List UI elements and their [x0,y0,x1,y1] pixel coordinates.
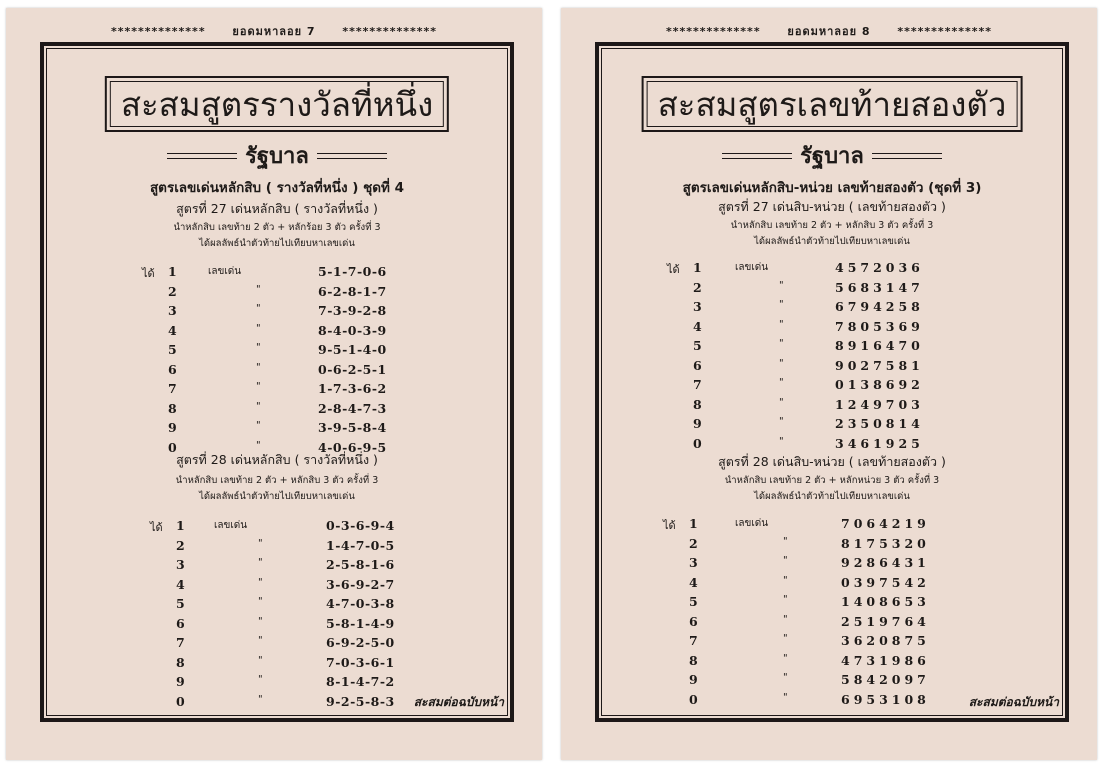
row-number: 6 [689,613,698,629]
formula-27-note-2: ได้ผลลัพธ์นำตัวท้ายไปเทียบหาเลขเด่น [199,238,355,249]
row-value: 7064219 [841,516,930,531]
row-value: 0-3-6-9-4 [326,518,395,533]
row-value: 0397542 [841,574,930,590]
row-label: " [256,439,261,451]
table-row [44,284,510,304]
row-number: 8 [176,654,185,670]
row-number: 3 [176,557,185,572]
table-row [599,633,1065,653]
row-label: " [783,594,788,605]
row-number: 6 [693,357,702,373]
formula-27-table [44,264,510,459]
table-row [44,323,510,343]
page-frame [595,42,1069,722]
table-row [44,577,510,597]
row-label: " [258,693,263,705]
row-label: " [258,635,263,646]
row-number: 4 [689,574,698,590]
subtitle-row [599,138,1065,173]
row-value: 3620875 [841,633,930,648]
table-row [599,516,1065,536]
row-number: 7 [176,635,185,650]
row-value: 8175320 [841,535,930,551]
subtitle: รัฐบาล [245,144,309,169]
table-row [44,342,510,362]
formula-28-note-1: นำหลักสิบ เลขท้าย 2 ตัว + หลักสิบ 3 ตัว ครั้งที่ 3 [175,475,379,486]
formula-27-note-1: นำหลักสิบ เลขท้าย 2 ตัว + หลักสิบ 3 ตัว ครั้งที่ 3 [730,220,934,231]
formula-28-note-2: ได้ผลลัพธ์นำตัวท้ายไปเทียบหาเลขเด่น [754,491,910,502]
row-label: " [258,615,263,627]
header-stars-left: ************** [111,25,206,38]
row-number: 8 [689,652,698,668]
header-stars-right: ************** [897,25,992,38]
continued-next-issue: สะสมต่อฉบับหน้า [413,695,504,709]
row-number: 0 [168,439,177,455]
row-value: 2519764 [841,613,930,629]
row-label: " [256,342,261,353]
table-row [599,397,1065,417]
banner-title: สะสมสูตรรางวัลที่หนึ่ง [110,81,444,127]
banner [642,76,1023,132]
table-row [599,319,1065,339]
table-row [44,655,510,675]
series-title: สูตรเลขเด่นหลักสิบ-หน่วย เลขท้ายสองตัว (ชุดที่ 3) [682,180,982,196]
row-value: 7805369 [835,318,924,334]
formula-28-table [44,518,510,713]
row-number: 8 [168,400,177,416]
row-label: " [783,555,788,566]
row-value: 2-8-4-7-3 [318,400,387,416]
subtitle-rule-left [167,153,237,159]
row-value: 2350814 [835,416,924,431]
row-number: 5 [693,338,702,353]
row-label: " [256,420,261,431]
formula-27-title: สูตรที่ 27 เด่นสิบ-หน่วย ( เลขท้ายสองตัว ) [718,199,946,214]
row-value: 1408653 [841,594,930,609]
row-number: 7 [168,381,177,396]
row-number: 7 [693,377,702,392]
row-value: 9-2-5-8-3 [326,693,395,709]
row-value: 4-0-6-9-5 [318,439,387,455]
subtitle-rule-left [722,153,792,159]
row-number: 9 [689,672,698,687]
row-value: 5-1-7-0-6 [318,264,387,279]
row-value: 4731986 [841,652,930,668]
row-number: 4 [176,576,185,592]
row-value: 5842097 [841,672,930,687]
subtitle: รัฐบาล [800,144,864,169]
row-value: 5-8-1-4-9 [326,615,395,631]
formula-27-note-2: ได้ผลลัพธ์นำตัวท้ายไปเทียบหาเลขเด่น [754,236,910,247]
row-value: 4572036 [835,260,924,275]
table-row [599,575,1065,595]
row-label: เลขเด่น [208,266,242,277]
row-value: 2-5-8-1-6 [326,557,395,572]
row-value: 0-6-2-5-1 [318,361,387,377]
row-label: " [783,535,788,547]
row-label: " [783,613,788,625]
table-row [44,401,510,421]
row-label: " [779,396,784,408]
row-number: 1 [168,264,177,279]
row-number: 8 [693,396,702,412]
row-value: 5683147 [835,279,924,295]
formula-28-title: สูตรที่ 28 เด่นหลักสิบ ( รางวัลที่หนึ่ง ) [176,452,378,467]
row-number: 2 [168,283,177,299]
row-number: 0 [176,693,185,709]
row-label: เลขเด่น [735,518,769,529]
row-number: 7 [689,633,698,648]
table-row [44,635,510,655]
row-number: 0 [693,435,702,451]
row-prefix: ได้ [150,521,163,534]
row-value: 6-9-2-5-0 [326,635,395,650]
row-value: 4-7-0-3-8 [326,596,395,611]
row-label: " [256,361,261,373]
row-value: 3-9-5-8-4 [318,420,387,435]
formula-28-note-2: ได้ผลลัพธ์นำตัวท้ายไปเทียบหาเลขเด่น [199,491,355,502]
row-number: 2 [176,537,185,553]
row-value: 3-6-9-2-7 [326,576,395,592]
table-row [44,264,510,284]
subtitle-row [44,138,510,173]
row-prefix: ได้ [663,519,676,532]
table-row [44,557,510,577]
table-row [44,674,510,694]
row-label: เลขเด่น [735,262,769,273]
table-row [44,362,510,382]
banner-title: สะสมสูตรเลขท้ายสองตัว [647,81,1018,127]
row-number: 2 [689,535,698,551]
table-row [599,536,1065,556]
table-row [599,672,1065,692]
header-stars-left: ************** [666,25,761,38]
table-row [599,260,1065,280]
table-row [44,616,510,636]
row-number: 6 [168,361,177,377]
row-value: 1-7-3-6-2 [318,381,387,396]
subtitle-rule-right [317,153,387,159]
row-value: 1249703 [835,396,924,412]
row-label: " [783,672,788,683]
table-row [599,280,1065,300]
formula-27-note-1: นำหลักสิบ เลขท้าย 2 ตัว + หลักร้อย 3 ตัว ครั้งที่ 3 [173,222,381,233]
row-value: 8-1-4-7-2 [326,674,395,689]
table-row [599,416,1065,436]
row-label: " [256,400,261,412]
row-value: 6794258 [835,299,924,314]
table-row [599,358,1065,378]
row-value: 9027581 [835,357,924,373]
row-label: " [258,537,263,549]
row-number: 1 [689,516,698,531]
row-number: 9 [693,416,702,431]
row-label: " [783,691,788,703]
table-row [44,303,510,323]
row-label: " [779,377,784,388]
header-title: ยอดมหาลอย 8 [787,25,871,38]
row-label: " [779,416,784,427]
table-row [599,299,1065,319]
row-label: " [256,322,261,334]
table-row [44,538,510,558]
row-label: เลขเด่น [214,520,248,531]
row-prefix: ได้ [667,263,680,276]
row-label: " [258,596,263,607]
row-number: 5 [689,594,698,609]
row-number: 9 [168,420,177,435]
row-number: 4 [693,318,702,334]
row-label: " [256,283,261,295]
row-number: 3 [693,299,702,314]
continued-next-issue: สะสมต่อฉบับหน้า [968,695,1059,709]
row-number: 2 [693,279,702,295]
row-number: 6 [176,615,185,631]
page-frame [40,42,514,722]
row-prefix: ได้ [142,267,155,280]
row-label: " [779,299,784,310]
page-header [561,22,1097,40]
row-value: 8-4-0-3-9 [318,322,387,338]
header-stars-right: ************** [342,25,437,38]
row-label: " [256,381,261,392]
row-number: 1 [176,518,185,533]
row-value: 8916470 [835,338,924,353]
page-header [6,22,542,40]
table-row [599,555,1065,575]
formula-27-table [599,260,1065,455]
formula-28-note-1: นำหลักสิบ เลขท้าย 2 ตัว + หลักหน่วย 3 ตัว ครั้งที่ 3 [724,475,940,486]
table-row [599,338,1065,358]
table-row [599,653,1065,673]
row-value: 7-0-3-6-1 [326,654,395,670]
row-label: " [258,576,263,588]
table-row [44,518,510,538]
banner [105,76,449,132]
header-title: ยอดมหาลอย 7 [232,25,316,38]
row-value: 3461925 [835,435,924,451]
row-number: 5 [168,342,177,357]
row-number: 3 [168,303,177,318]
row-value: 9-5-1-4-0 [318,342,387,357]
row-label: " [783,633,788,644]
formula-28-table [599,516,1065,711]
table-row [44,420,510,440]
table-row [44,596,510,616]
row-value: 9286431 [841,555,930,570]
row-label: " [258,557,263,568]
row-label: " [258,654,263,666]
row-label: " [779,357,784,369]
table-row [599,614,1065,634]
row-number: 0 [689,691,698,707]
right-page [561,8,1097,760]
subtitle-rule-right [872,153,942,159]
row-number: 4 [168,322,177,338]
row-value: 0138692 [835,377,924,392]
table-row [599,377,1065,397]
row-number: 5 [176,596,185,611]
row-label: " [779,318,784,330]
table-row [599,594,1065,614]
row-label: " [783,652,788,664]
row-number: 3 [689,555,698,570]
row-label: " [256,303,261,314]
row-label: " [779,279,784,291]
row-label: " [258,674,263,685]
table-row [44,381,510,401]
row-value: 6-2-8-1-7 [318,283,387,299]
formula-27-title: สูตรที่ 27 เด่นหลักสิบ ( รางวัลที่หนึ่ง ) [176,201,378,216]
row-value: 1-4-7-0-5 [326,537,395,553]
left-page [6,8,542,760]
row-label: " [779,338,784,349]
row-value: 6953108 [841,691,930,707]
row-value: 7-3-9-2-8 [318,303,387,318]
series-title: สูตรเลขเด่นหลักสิบ ( รางวัลที่หนึ่ง ) ชุดที่ 4 [149,180,405,196]
formula-28-title: สูตรที่ 28 เด่นสิบ-หน่วย ( เลขท้ายสองตัว ) [718,454,946,469]
row-label: " [779,435,784,447]
row-number: 9 [176,674,185,689]
row-number: 1 [693,260,702,275]
row-label: " [783,574,788,586]
